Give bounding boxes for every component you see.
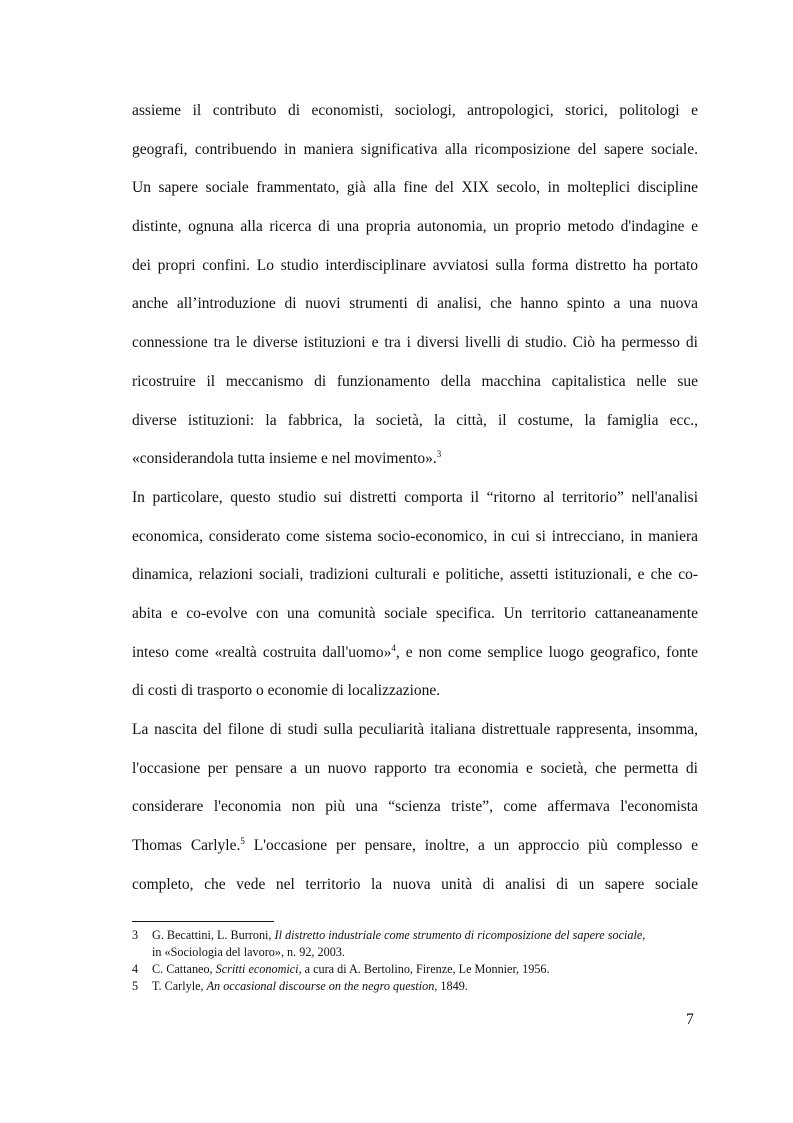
text-line: In particolare, questo studio sui distretti comporta il “ritorno al territorio” nell'analisi <box>132 488 698 506</box>
footnote-title: Il distretto industriale come strumento di ricomposizione del sapere sociale, <box>274 928 646 942</box>
paragraph-3 <box>132 711 698 904</box>
footnote-author: G. Becattini, L. Burroni, <box>152 928 275 942</box>
text-line-end: L'occasione per pensare, inoltre, a un approccio più complesso e <box>244 837 699 855</box>
footnotes <box>132 927 702 995</box>
footnote-title: An occasional discourse on the negro question <box>206 979 435 993</box>
text-line-start: Thomas Carlyle. <box>132 837 241 855</box>
text-line: di costi di trasporto o economie di localizzazione. <box>132 682 441 700</box>
text-line: l'occasione per pensare a un nuovo rapporto tra economia e società, che permetta di <box>132 759 698 777</box>
text-line: anche all’introduzione di nuovi strumenti di analisi, che hanno spinto a una nuova <box>132 295 698 313</box>
footnote-ref-4[interactable]: 4 <box>391 642 396 653</box>
footnote-author: T. Carlyle, <box>152 979 207 993</box>
text-line: geografi, contribuendo in maniera significativa alla ricomposizione del sapere sociale. <box>132 140 698 158</box>
footnote-ref-5[interactable]: 5 <box>240 835 245 846</box>
footnote-4 <box>132 961 702 978</box>
footnote-title: Scritti economici <box>215 962 299 976</box>
text-line: dei propri confini. Lo studio interdisciplinare avviatosi sulla forma distretto ha portato <box>132 256 698 274</box>
page-number: 7 <box>686 1011 694 1028</box>
text-line <box>132 827 698 866</box>
text-line: connessione tra le diverse istituzioni e tra i diversi livelli di studio. Ciò ha permesso di <box>132 334 698 352</box>
footnote-3 <box>132 927 702 961</box>
footnote-separator <box>132 921 274 922</box>
text-line-end: , e non come semplice luogo geografico, fonte <box>395 643 699 661</box>
text-line-start: inteso come «realtà costruita dall'uomo» <box>132 643 392 661</box>
text-line: completo, che vede nel territorio la nuova unità di analisi di un sapere sociale <box>132 875 698 893</box>
body-text <box>132 92 698 904</box>
paragraph-1 <box>132 92 698 479</box>
footnote-rest: in «Sociologia del lavoro», n. 92, 2003. <box>152 945 345 959</box>
text-line: economica, considerato come sistema socio-economico, in cui si intrecciano, in maniera <box>132 527 698 545</box>
text-line: assieme il contributo di economisti, sociologi, antropologici, storici, politologi e <box>132 102 698 119</box>
text-line: considerare l'economia non più una “scienza triste”, come affermava l'economista <box>132 798 698 816</box>
text-line <box>132 440 698 479</box>
text-line: diverse istituzioni: la fabbrica, la società, la città, il costume, la famiglia ecc., <box>132 411 698 429</box>
text-line: dinamica, relazioni sociali, tradizioni culturali e politiche, assetti istituzionali, e che co- <box>132 566 698 584</box>
footnote-ref-3[interactable]: 3 <box>436 449 442 460</box>
footnote-number: 4 <box>132 962 139 976</box>
text-line: Un sapere sociale frammentato, già alla fine del XIX secolo, in molteplici discipline <box>132 179 698 197</box>
footnote-rest: , 1849. <box>434 979 468 993</box>
text-line: abita e co-evolve con una comunità sociale specifica. Un territorio cattaneanamente <box>132 604 698 622</box>
text-line <box>132 634 698 673</box>
footnote-rest: , a cura di A. Bertolino, Firenze, Le Monnier, 1956. <box>298 962 550 976</box>
footnote-number: 5 <box>132 979 139 993</box>
text-line: ricostruire il meccanismo di funzionamento della macchina capitalistica nelle sue <box>132 372 698 390</box>
text-line: La nascita del filone di studi sulla peculiarità italiana distrettuale rappresenta, insomma, <box>132 721 698 738</box>
text-line-content: «considerandola tutta insieme e nel movimento». <box>132 450 437 468</box>
footnote-number: 3 <box>132 928 139 942</box>
footnote-5 <box>132 978 702 995</box>
paragraph-2 <box>132 479 698 711</box>
text-line: distinte, ognuna alla ricerca di una propria autonomia, un proprio metodo d'indagine e <box>132 218 698 236</box>
footnote-author: C. Cattaneo, <box>152 962 216 976</box>
